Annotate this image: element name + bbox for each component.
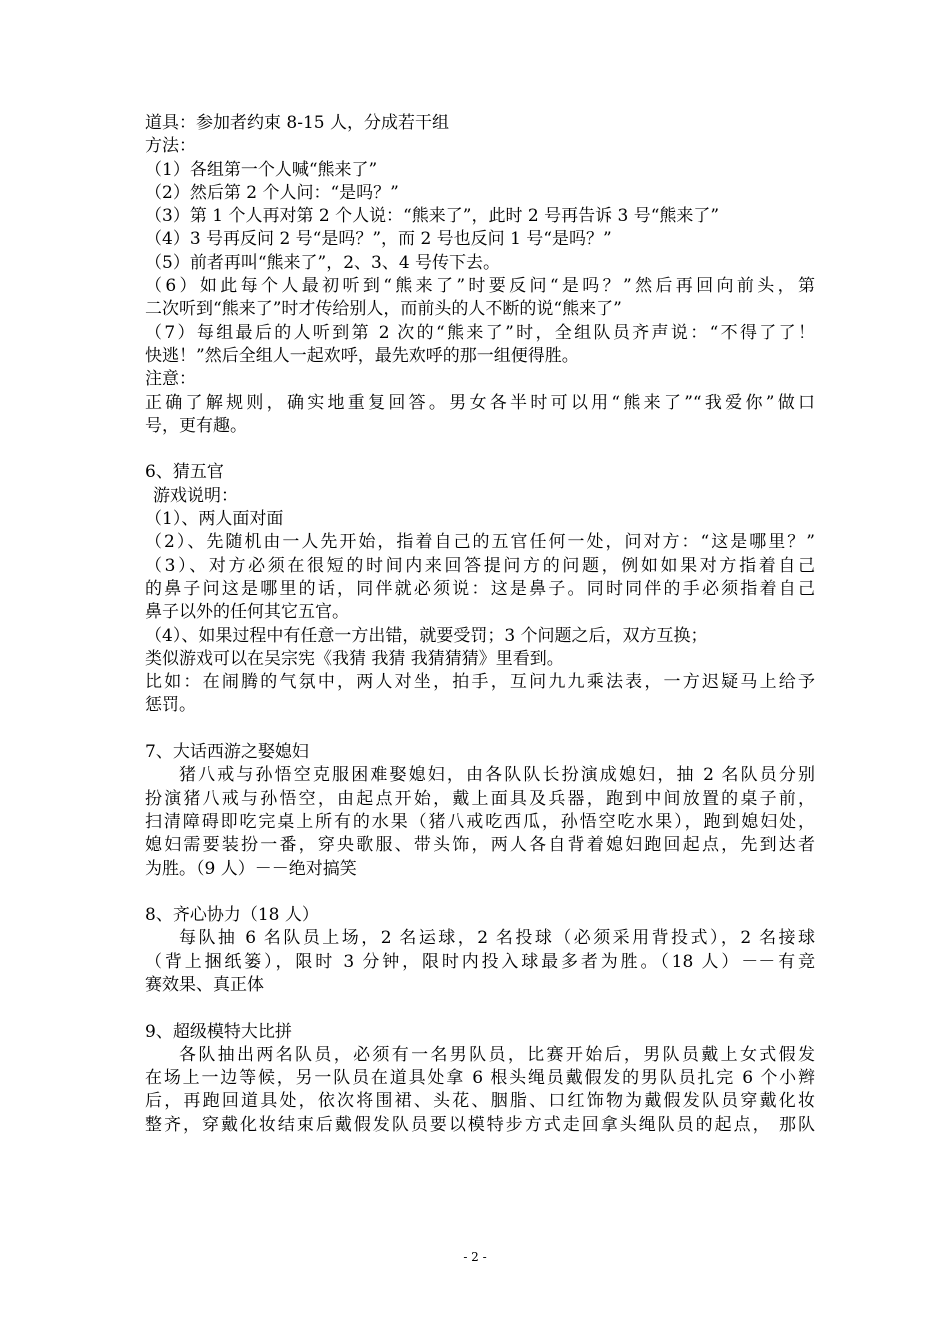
text-line: 整齐，穿戴化妆结束后戴假发队员要以模特步方式走回拿头绳队员的起点， 那队 xyxy=(145,1114,815,1135)
text-line: （3）第 1 个人再对第 2 个人说：“熊来了”，此时 2 号再告诉 3 号“熊来了” xyxy=(145,206,720,227)
paragraph-gap xyxy=(145,718,815,741)
text-line: 类似游戏可以在吴宗宪《我猜 我猜 我猜猜猜》里看到。 xyxy=(145,648,564,669)
text-line: 7、大话西游之娶媳妇 xyxy=(145,742,309,763)
text-line: 比如：在闹腾的气氛中，两人对坐，拍手，互问九九乘法表，一方迟疑马上给予 xyxy=(145,672,815,693)
text-line: 扮演猪八戒与孙悟空，由起点开始，戴上面具及兵器，跑到中间放置的桌子前， xyxy=(145,788,815,809)
text-line: 后，再跑回道具处，依次将围裙、头花、胭脂、口红饰物为戴假发队员穿戴化妆 xyxy=(145,1091,815,1112)
text-line: 二次听到“熊来了”时才传给别人，而前头的人不断的说“熊来了” xyxy=(145,299,622,320)
text-line: （6）如此每个人最初听到“熊来了”时要反问“是吗？”然后再回向前头，第 xyxy=(145,276,815,297)
text-line: （3）、对方必须在很短的时间内来回答提问方的问题，例如如果对方指着自己 xyxy=(145,555,815,576)
text-line: 各队抽出两名队员，必须有一名男队员，比赛开始后，男队员戴上女式假发 xyxy=(179,1044,815,1065)
text-line: 每队抽 6 名队员上场，2 名运球，2 名投球（必须采用背投式），2 名接球 xyxy=(179,928,815,949)
text-line: 号，更有趣。 xyxy=(145,415,247,436)
text-line: 注意： xyxy=(145,369,196,390)
text-line: 鼻子以外的任何其它五官。 xyxy=(145,602,349,623)
text-line: 9、超级模特大比拼 xyxy=(145,1021,292,1042)
text-line: 道具：参加者约束 8-15 人，分成若干组 xyxy=(145,113,449,133)
text-line: （1）、两人面对面 xyxy=(145,509,284,530)
text-line: 在场上一边等候，另一队员在道具处拿 6 根头绳员戴假发的男队员扎完 6 个小辫 xyxy=(145,1068,815,1089)
text-line: 惩罚。 xyxy=(145,695,196,716)
text-line: （背上捆纸篓），限时 3 分钟，限时内投入球最多者为胜。（18 人）－－有竞 xyxy=(145,951,815,972)
text-line: 游戏说明： xyxy=(153,485,238,506)
paragraph-gap xyxy=(145,438,815,461)
text-line: 的鼻子问这是哪里的话，同伴就必须说：这是鼻子。同时同伴的手必须指着自己 xyxy=(145,578,815,599)
text-line: （4）3 号再反问 2 号“是吗？”，而 2 号也反问 1 号“是吗？” xyxy=(145,229,612,250)
paragraph-gap xyxy=(145,881,815,904)
text-line: 赛效果、真正体 xyxy=(145,974,264,995)
text-line: （2）、先随机由一人先开始，指着自己的五官任何一处，问对方：“这是哪里？” xyxy=(145,532,815,553)
text-line: 正确了解规则，确实地重复回答。男女各半时可以用“熊来了”“我爱你”做口 xyxy=(145,392,815,413)
text-line: 方法： xyxy=(145,136,196,157)
text-line: （1）各组第一个人喊“熊来了” xyxy=(145,159,378,180)
text-line: 媳妇需要装扮一番，穿央歌服、带头饰，两人各自背着媳妇跑回起点，先到达者 xyxy=(145,835,815,856)
text-line: （2）然后第 2 个人问：“是吗？” xyxy=(145,182,399,203)
text-line: 8、齐心协力（18 人） xyxy=(145,905,319,926)
page-number: - 2 - xyxy=(463,1250,487,1264)
text-line: 为胜。（9 人）－－绝对搞笑 xyxy=(145,858,357,879)
text-line: （7）每组最后的人听到第 2 次的“熊来了”时，全组队员齐声说：“不得了了！ xyxy=(145,322,815,343)
text-line: 猪八戒与孙悟空克服困难娶媳妇，由各队队长扮演成媳妇，抽 2 名队员分别 xyxy=(179,765,815,786)
paragraph-gap xyxy=(145,997,815,1020)
text-line: 6、猜五官 xyxy=(145,462,224,483)
document-body xyxy=(145,112,815,1137)
text-line: 扫清障碍即吃完桌上所有的水果（猪八戒吃西瓜，孙悟空吃水果），跑到媳妇处， xyxy=(145,811,815,832)
text-line: 快逃！”然后全组人一起欢呼，最先欢呼的那一组便得胜。 xyxy=(145,345,579,366)
text-line: （4）、如果过程中有任意一方出错，就要受罚；3 个问题之后，双方互换； xyxy=(145,625,708,646)
text-line: （5）前者再叫“熊来了”，2、3、4 号传下去。 xyxy=(145,252,501,273)
